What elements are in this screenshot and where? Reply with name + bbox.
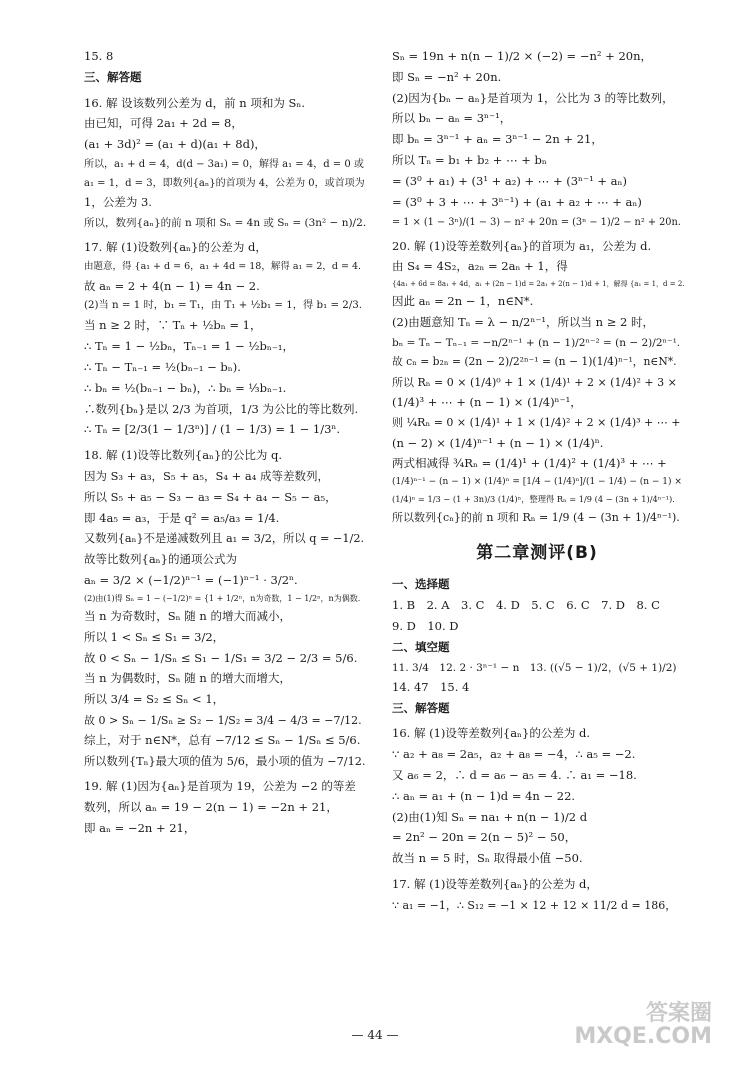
text-line: = (3⁰ + a₁) + (3¹ + a₂) + ⋯ + (3ⁿ⁻¹ + aₙ) [392,173,627,188]
page-number: — 44 — [351,1028,399,1042]
text-line: = 1 × (1 − 3ⁿ)/(1 − 3) − n² + 20n = (3ⁿ − 1)/2 − n² + 20n. [392,216,681,228]
text-line: 1，公差为 3. [84,195,152,210]
text-line: 即 bₙ = 3ⁿ⁻¹ + aₙ = 3ⁿ⁻¹ − 2n + 21， [392,132,603,147]
chapter-title: 第二章测评(B) [476,542,598,563]
text-line: 当 n 为奇数时，Sₙ 随 n 的增大而减小， [84,608,291,623]
text-line: (2)由(1)得 Sₙ = 1 − (−1/2)ⁿ = {1 + 1/2ⁿ，n为奇数，1 − 1/2ⁿ，n为偶数. [84,593,361,603]
text-line: 故当 n = 5 时，Sₙ 取得最小值 −50. [392,851,583,866]
text-line: (1/4)ⁿ⁻¹ − (n − 1) × (1/4)ⁿ = [1/4 − (1/4)ⁿ]/(1 − 1/4) − (n − 1) × [392,477,682,488]
text-line: 由 S₄ = 4S₂，a₂ₙ = 2aₙ + 1，得 [392,259,568,274]
text-line: 所以 S₅ + a₅ − S₃ − a₃ = S₄ + a₄ − S₅ − a₅， [84,489,337,504]
text-line: 即 4a₅ = a₃，于是 q² = a₅/a₃ = 1/4. [84,510,280,525]
text-line: 三、解答题 [84,69,142,84]
text-line: 所以数列{Tₙ}最大项的值为 5/6，最小项的值为 −7/12. [84,754,366,768]
text-line: (a₁ + 3d)² = (a₁ + d)(a₁ + 8d)， [84,137,266,152]
text-line: 三、解答题 [392,700,450,715]
text-line: 故 0 > Sₙ − 1/Sₙ ≥ S₂ − 1/S₂ = 3/4 − 4/3 = −7/12. [84,714,362,727]
text-line: ∴ Tₙ = 1 − ½bₙ，Tₙ₋₁ = 1 − ½bₙ₋₁， [84,339,295,354]
text-line: 即 aₙ = −2n + 21， [84,820,196,835]
text-line: a₁ = 1，d = 3，即数列{aₙ}的首项为 4，公差为 0，或首项为 [84,177,365,189]
text-line: ∵ a₂ + a₈ = 2a₅，a₂ + a₈ = −4，∴ a₅ = −2. [392,747,636,762]
text-line: 16. 解 (1)设等差数列{aₙ}的公差为 d. [392,726,591,741]
text-line: aₙ = 3/2 × (−1/2)ⁿ⁻¹ = (−1)ⁿ⁻¹ · 3/2ⁿ. [84,572,298,587]
text-line: 由题意，得 {a₁ + d = 6，a₁ + 4d = 18，解得 a₁ = 2，d = 4. [84,260,362,272]
text-line: 两式相减得 ¾Rₙ = (1/4)¹ + (1/4)² + (1/4)³ + ⋯ + [392,456,667,471]
text-line: 所以 1 < Sₙ ≤ S₁ = 3/2， [84,629,225,644]
text-line: (2)因为{bₙ − aₙ}是首项为 1，公比为 3 的等比数列， [392,90,674,105]
text-line: (2)由(1)知 Sₙ = na₁ + n(n − 1)/2 d [392,809,588,824]
right-column [392,48,685,917]
text-line: ∵ a₁ = −1，∴ S₁₂ = −1 × 12 + 12 × 11/2 d = 186， [392,898,677,912]
text-line: 故 0 < Sₙ − 1/Sₙ ≤ S₁ − 1/S₁ = 3/2 − 2/3 = 5/6. [84,650,358,665]
text-line: 所以，a₁ + d = 4，d(d − 3a₁) = 0，解得 a₁ = 4，d = 0 或 [84,159,364,171]
text-line: ∴ bₙ = ½(bₙ₋₁ − bₙ)，∴ bₙ = ⅓bₙ₋₁. [84,380,287,395]
text-line: (1/4)ⁿ = 1/3 − (1 + 3n)/3 (1/4)ⁿ，整理得 Rₙ = 1/9 (4 − (3n + 1)/4ⁿ⁻¹). [392,494,675,505]
text-line: 19. 解 (1)因为{aₙ}是首项为 19，公差为 −2 的等差 [84,779,356,794]
text-line: ∴数列{bₙ}是以 2/3 为首项，1/3 为公比的等比数列. [84,401,359,416]
text-line: = (3⁰ + 3 + ⋯ + 3ⁿ⁻¹) + (a₁ + a₂ + ⋯ + aₙ) [392,194,642,209]
text-line: 15. 8 [84,49,114,63]
right-column-answers [392,576,682,914]
text-line: 故等比数列{aₙ}的通项公式为 [84,551,237,566]
text-line: (1/4)³ + ⋯ + (n − 1) × (1/4)ⁿ⁻¹， [392,394,582,409]
text-line: (2)当 n = 1 时，b₁ = T₁，由 T₁ + ½b₁ = 1，得 b₁ = 2/3. [84,299,363,312]
text-line: 二、填空题 [392,639,450,654]
text-line: 故 aₙ = 2 + 4(n − 1) = 4n − 2. [84,278,260,293]
text-line: 则 ¼Rₙ = 0 × (1/4)¹ + 1 × (1/4)² + 2 × (1/4)³ + ⋯ + [392,416,681,430]
text-line: 即 Sₙ = −n² + 20n. [392,69,502,84]
text-line: 17. 解 (1)设等差数列{aₙ}的公差为 d， [392,877,598,892]
text-line: 1. B 2. A 3. C 4. D 5. C 6. C 7. D 8. C [392,598,660,613]
text-line: 由已知，可得 2a₁ + 2d = 8， [84,116,243,131]
text-line: 又 a₆ = 2，∴ d = a₆ − a₅ = 4. ∴ a₁ = −18. [392,768,637,783]
text-line: (n − 2) × (1/4)ⁿ⁻¹ + (n − 1) × (1/4)ⁿ. [392,435,604,450]
text-line: Sₙ = 19n + n(n − 1)/2 × (−2) = −n² + 20n， [392,49,652,63]
watermark-line: 答案圈 [645,1001,712,1026]
text-line: 11. 3/4 12. 2 · 3ⁿ⁻¹ − n 13. ((√5 − 1)/2，(√5 + 1)/2) [392,661,677,674]
text-line: (2)由题意知 Tₙ = λ − n/2ⁿ⁻¹，所以当 n ≥ 2 时， [392,314,655,329]
watermark-line: MXQE.COM [574,1024,712,1050]
text-line: 数列，所以 aₙ = 19 − 2(n − 1) = −2n + 21， [84,800,338,815]
right-column-solutions [392,48,685,526]
text-line: 所以数列{cₙ}的前 n 项和 Rₙ = 1/9 (4 − (3n + 1)/4ⁿ⁻¹). [392,510,680,524]
text-line: 所以 bₙ − aₙ = 3ⁿ⁻¹， [392,111,512,126]
text-line: 因此 aₙ = 2n − 1，n∈N*. [392,294,534,309]
text-line: 所以 Rₙ = 0 × (1/4)⁰ + 1 × (1/4)¹ + 2 × (1/4)² + 3 × [392,375,677,389]
text-line: 故 cₙ = b₂ₙ = (2n − 2)/2²ⁿ⁻¹ = (n − 1)(1/4)ⁿ⁻¹，n∈N*. [392,354,677,368]
text-line: 一、选择题 [392,577,450,592]
text-line: ∴ aₙ = a₁ + (n − 1)d = 4n − 22. [392,788,576,803]
text-line: 18. 解 (1)设等比数列{aₙ}的公比为 q. [84,448,283,463]
text-line: 20. 解 (1)设等差数列{aₙ}的首项为 a₁，公差为 d. [392,238,652,253]
text-line: 所以，数列{aₙ}的前 n 项和 Sₙ = 4n 或 Sₙ = (3n² − n)/2. [84,216,367,229]
text-line: ∴ Tₙ − Tₙ₋₁ = ½(bₙ₋₁ − bₙ). [84,359,241,374]
text-line: 当 n 为偶数时，Sₙ 随 n 的增大而增大， [84,671,291,686]
left-column [84,48,366,841]
text-line: 综上，对于 n∈N*，总有 −7/12 ≤ Sₙ − 1/Sₙ ≤ 5/6. [84,733,361,748]
text-line: 又数列{aₙ}不是递减数列且 a₁ = 3/2，所以 q = −1/2. [84,532,365,546]
text-line: ∴ Tₙ = [2/3(1 − 1/3ⁿ)] / (1 − 1/3) = 1 − 1/3ⁿ. [84,422,341,437]
text-line: 14. 47 15. 4 [392,679,470,694]
text-line: 16. 解 设该数列公差为 d，前 n 项和为 Sₙ. [84,95,305,110]
text-line: 9. D 10. D [392,618,459,633]
text-line: {4a₁ + 6d = 8a₁ + 4d，a₁ + (2n − 1)d = 2a₁ + 2(n − 1)d + 1，解得 {a₁ = 1，d = 2. [392,280,685,289]
text-line: bₙ = Tₙ − Tₙ₋₁ = −n/2ⁿ⁻¹ + (n − 1)/2ⁿ⁻² = (n − 2)/2ⁿ⁻¹. [392,336,681,349]
text-line: 当 n ≥ 2 时，∵ Tₙ + ½bₙ = 1， [84,318,262,333]
text-line: 所以 Tₙ = b₁ + b₂ + ⋯ + bₙ [392,153,547,168]
text-line: 因为 S₃ + a₃，S₅ + a₅，S₄ + a₄ 成等差数列， [84,469,330,484]
text-line: = 2n² − 20n = 2(n − 5)² − 50， [392,830,577,845]
text-line: 所以 3/4 = S₂ ≤ Sₙ < 1， [84,692,225,707]
text-line: 17. 解 (1)设数列{aₙ}的公差为 d， [84,240,267,255]
